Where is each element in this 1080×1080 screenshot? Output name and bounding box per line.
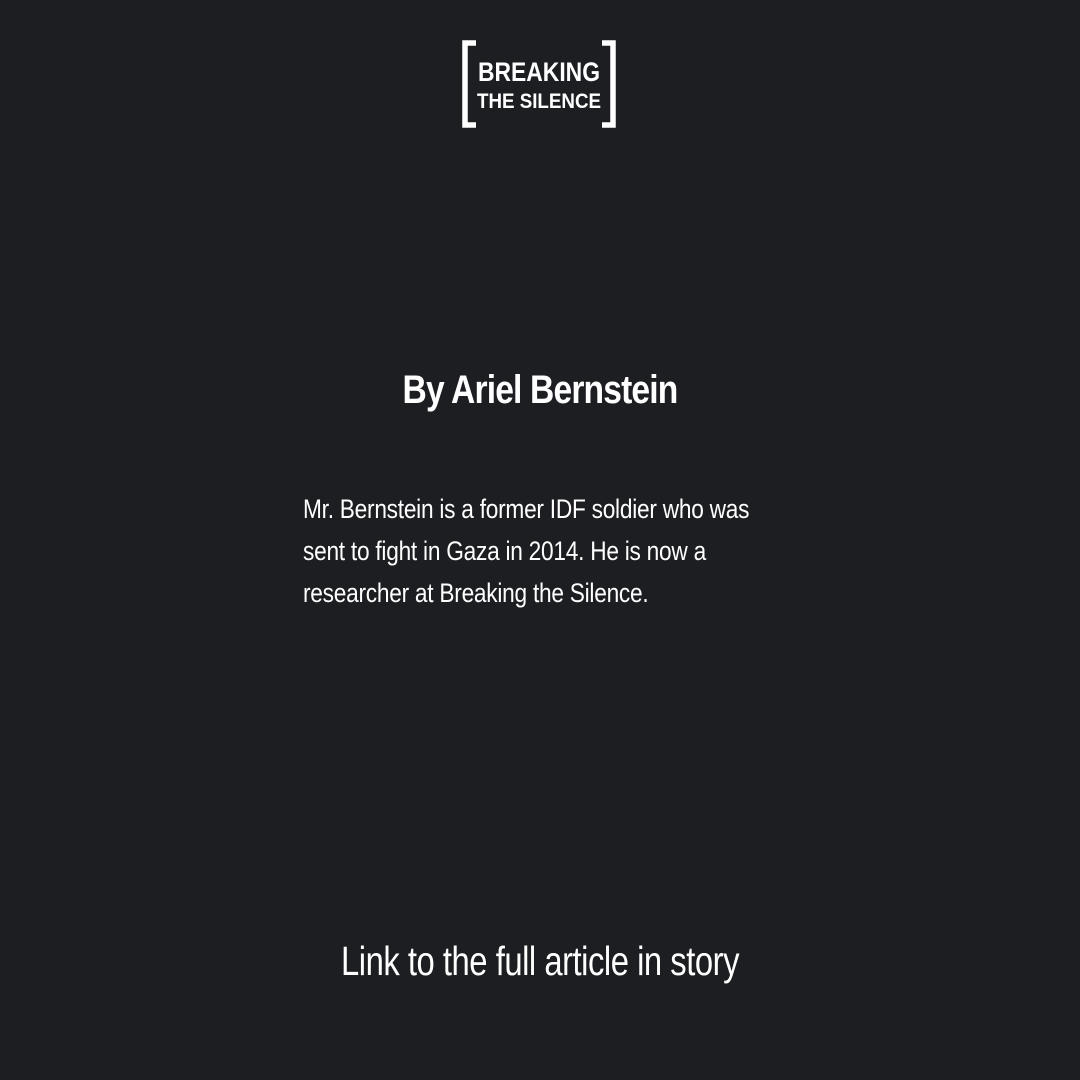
article-link-text: Link to the full article in story [341,938,739,984]
author-bio-line: sent to fight in Gaza in 2014. He is now a [303,536,706,566]
logo-line-1: BREAKING [478,57,600,87]
author-bio [303,488,773,614]
logo-graphic [462,40,616,128]
author-byline: By Ariel Bernstein [402,368,678,412]
logo-line-2: THE SILENCE [477,90,601,113]
logo-left-bracket [465,43,476,125]
logo-right-bracket [602,43,613,125]
author-bio-line: Mr. Bernstein is a former IDF soldier who was [303,494,750,524]
author-bio-line: researcher at Breaking the Silence. [303,578,649,608]
breaking-the-silence-logo [462,40,616,128]
